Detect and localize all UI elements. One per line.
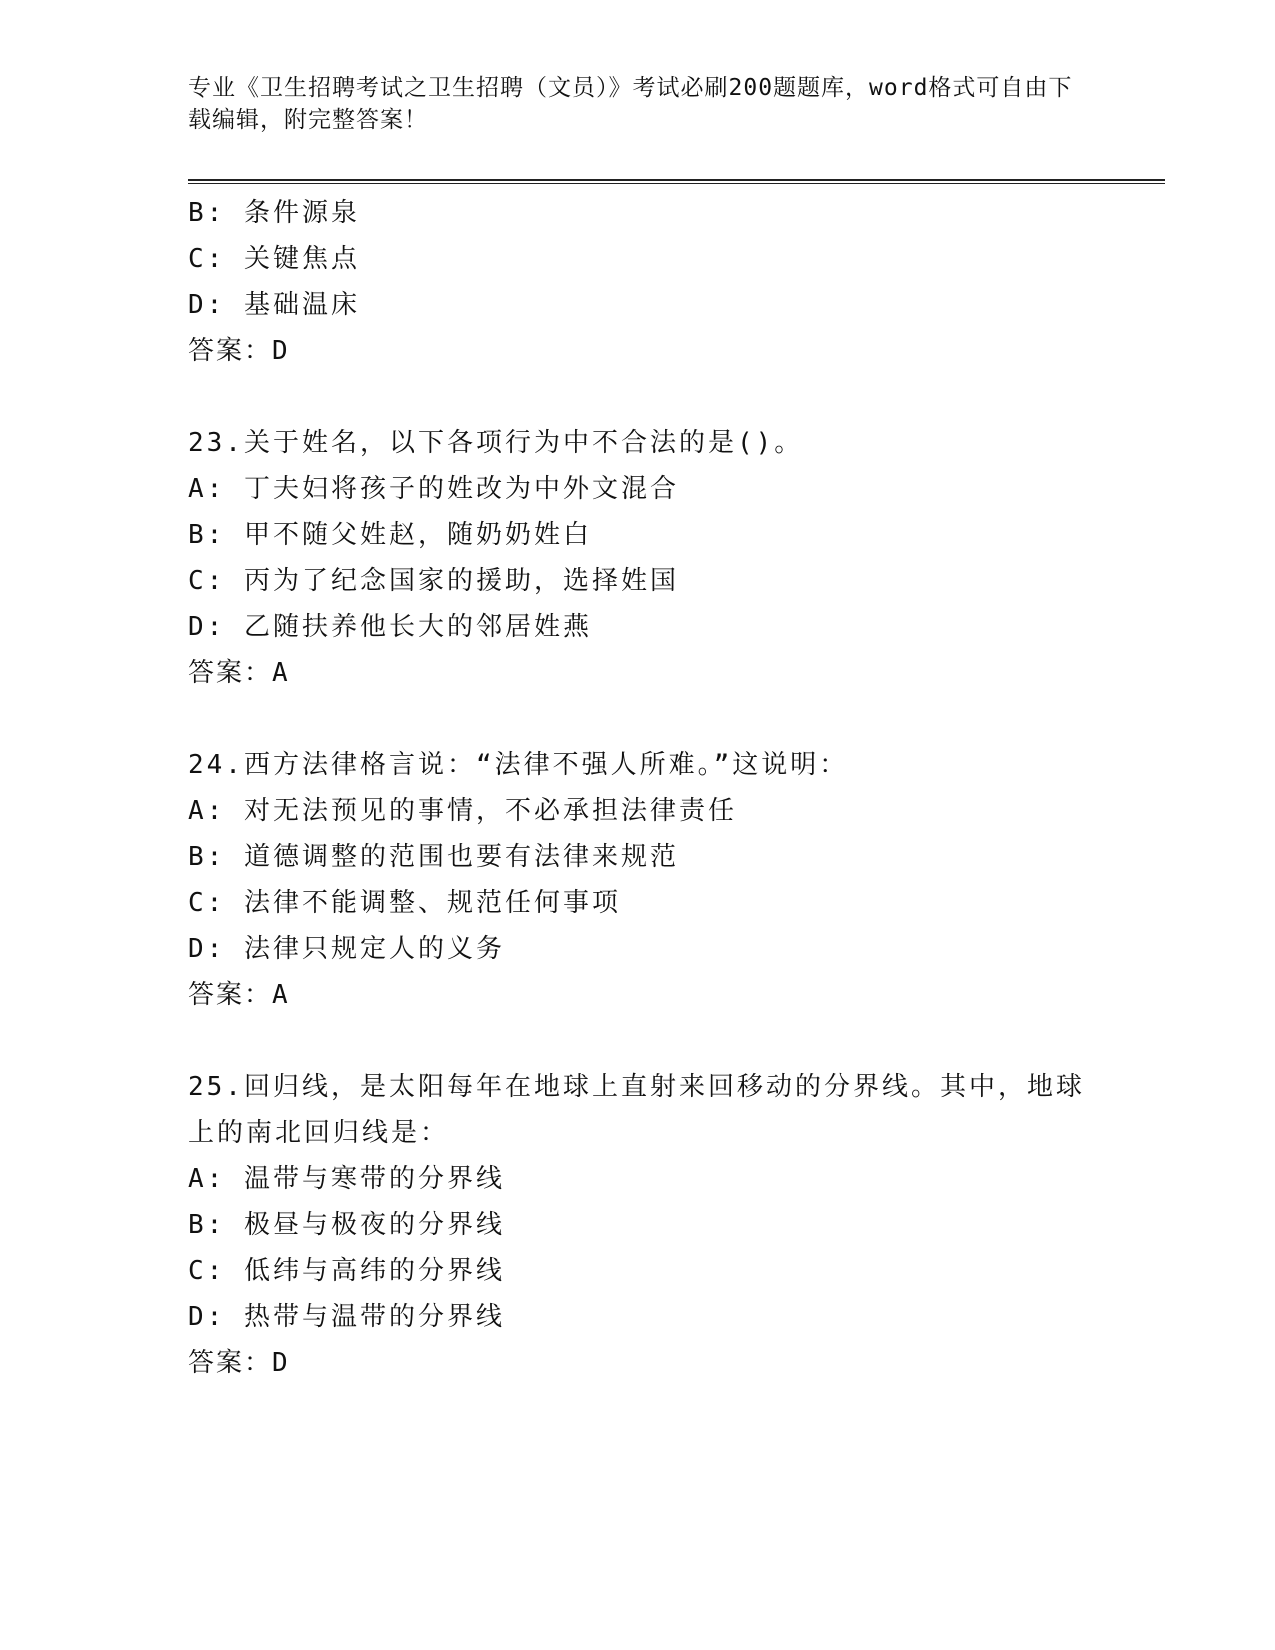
header-divider-thick	[188, 179, 1165, 181]
question-22-continued	[188, 190, 1088, 374]
question-list	[188, 190, 1088, 1386]
answer-line: 答案：D	[188, 336, 290, 366]
answer-line: 答案：D	[188, 1348, 290, 1378]
option-d: D: 乙随扶养他长大的邻居姓燕	[188, 612, 592, 642]
question-stem: 25.回归线，是太阳每年在地球上直射来回移动的分界线。其中，地球上的南北回归线是：	[188, 1072, 1085, 1148]
option-c: C: 法律不能调整、规范任何事项	[188, 888, 621, 918]
option-b: B: 道德调整的范围也要有法律来规范	[188, 842, 679, 872]
option-d: D: 基础温床	[188, 290, 360, 320]
option-a: A: 温带与寒带的分界线	[188, 1164, 505, 1194]
option-c: C: 丙为了纪念国家的援助，选择姓国	[188, 566, 679, 596]
option-b: B: 极昼与极夜的分界线	[188, 1210, 505, 1240]
question-24	[188, 742, 1088, 1018]
question-25	[188, 1064, 1088, 1386]
document-header: 专业《卫生招聘考试之卫生招聘（文员）》考试必刷200题题库，word格式可自由下载编辑，附完整答案！	[188, 75, 1073, 133]
answer-line: 答案：A	[188, 658, 290, 688]
option-b: B: 甲不随父姓赵，随奶奶姓白	[188, 520, 592, 550]
question-stem: 24.西方法律格言说：“法律不强人所难。”这说明：	[188, 750, 849, 780]
option-a: A: 对无法预见的事情，不必承担法律责任	[188, 796, 737, 826]
answer-line: 答案：A	[188, 980, 290, 1010]
question-23	[188, 420, 1088, 696]
option-a: A: 丁夫妇将孩子的姓改为中外文混合	[188, 474, 679, 504]
option-c: C: 关键焦点	[188, 244, 360, 274]
option-d: D: 法律只规定人的义务	[188, 934, 505, 964]
option-b: B: 条件源泉	[188, 198, 360, 228]
option-c: C: 低纬与高纬的分界线	[188, 1256, 505, 1286]
question-stem: 23.关于姓名，以下各项行为中不合法的是()。	[188, 428, 804, 458]
option-d: D: 热带与温带的分界线	[188, 1302, 505, 1332]
header-divider-thin	[188, 183, 1165, 184]
